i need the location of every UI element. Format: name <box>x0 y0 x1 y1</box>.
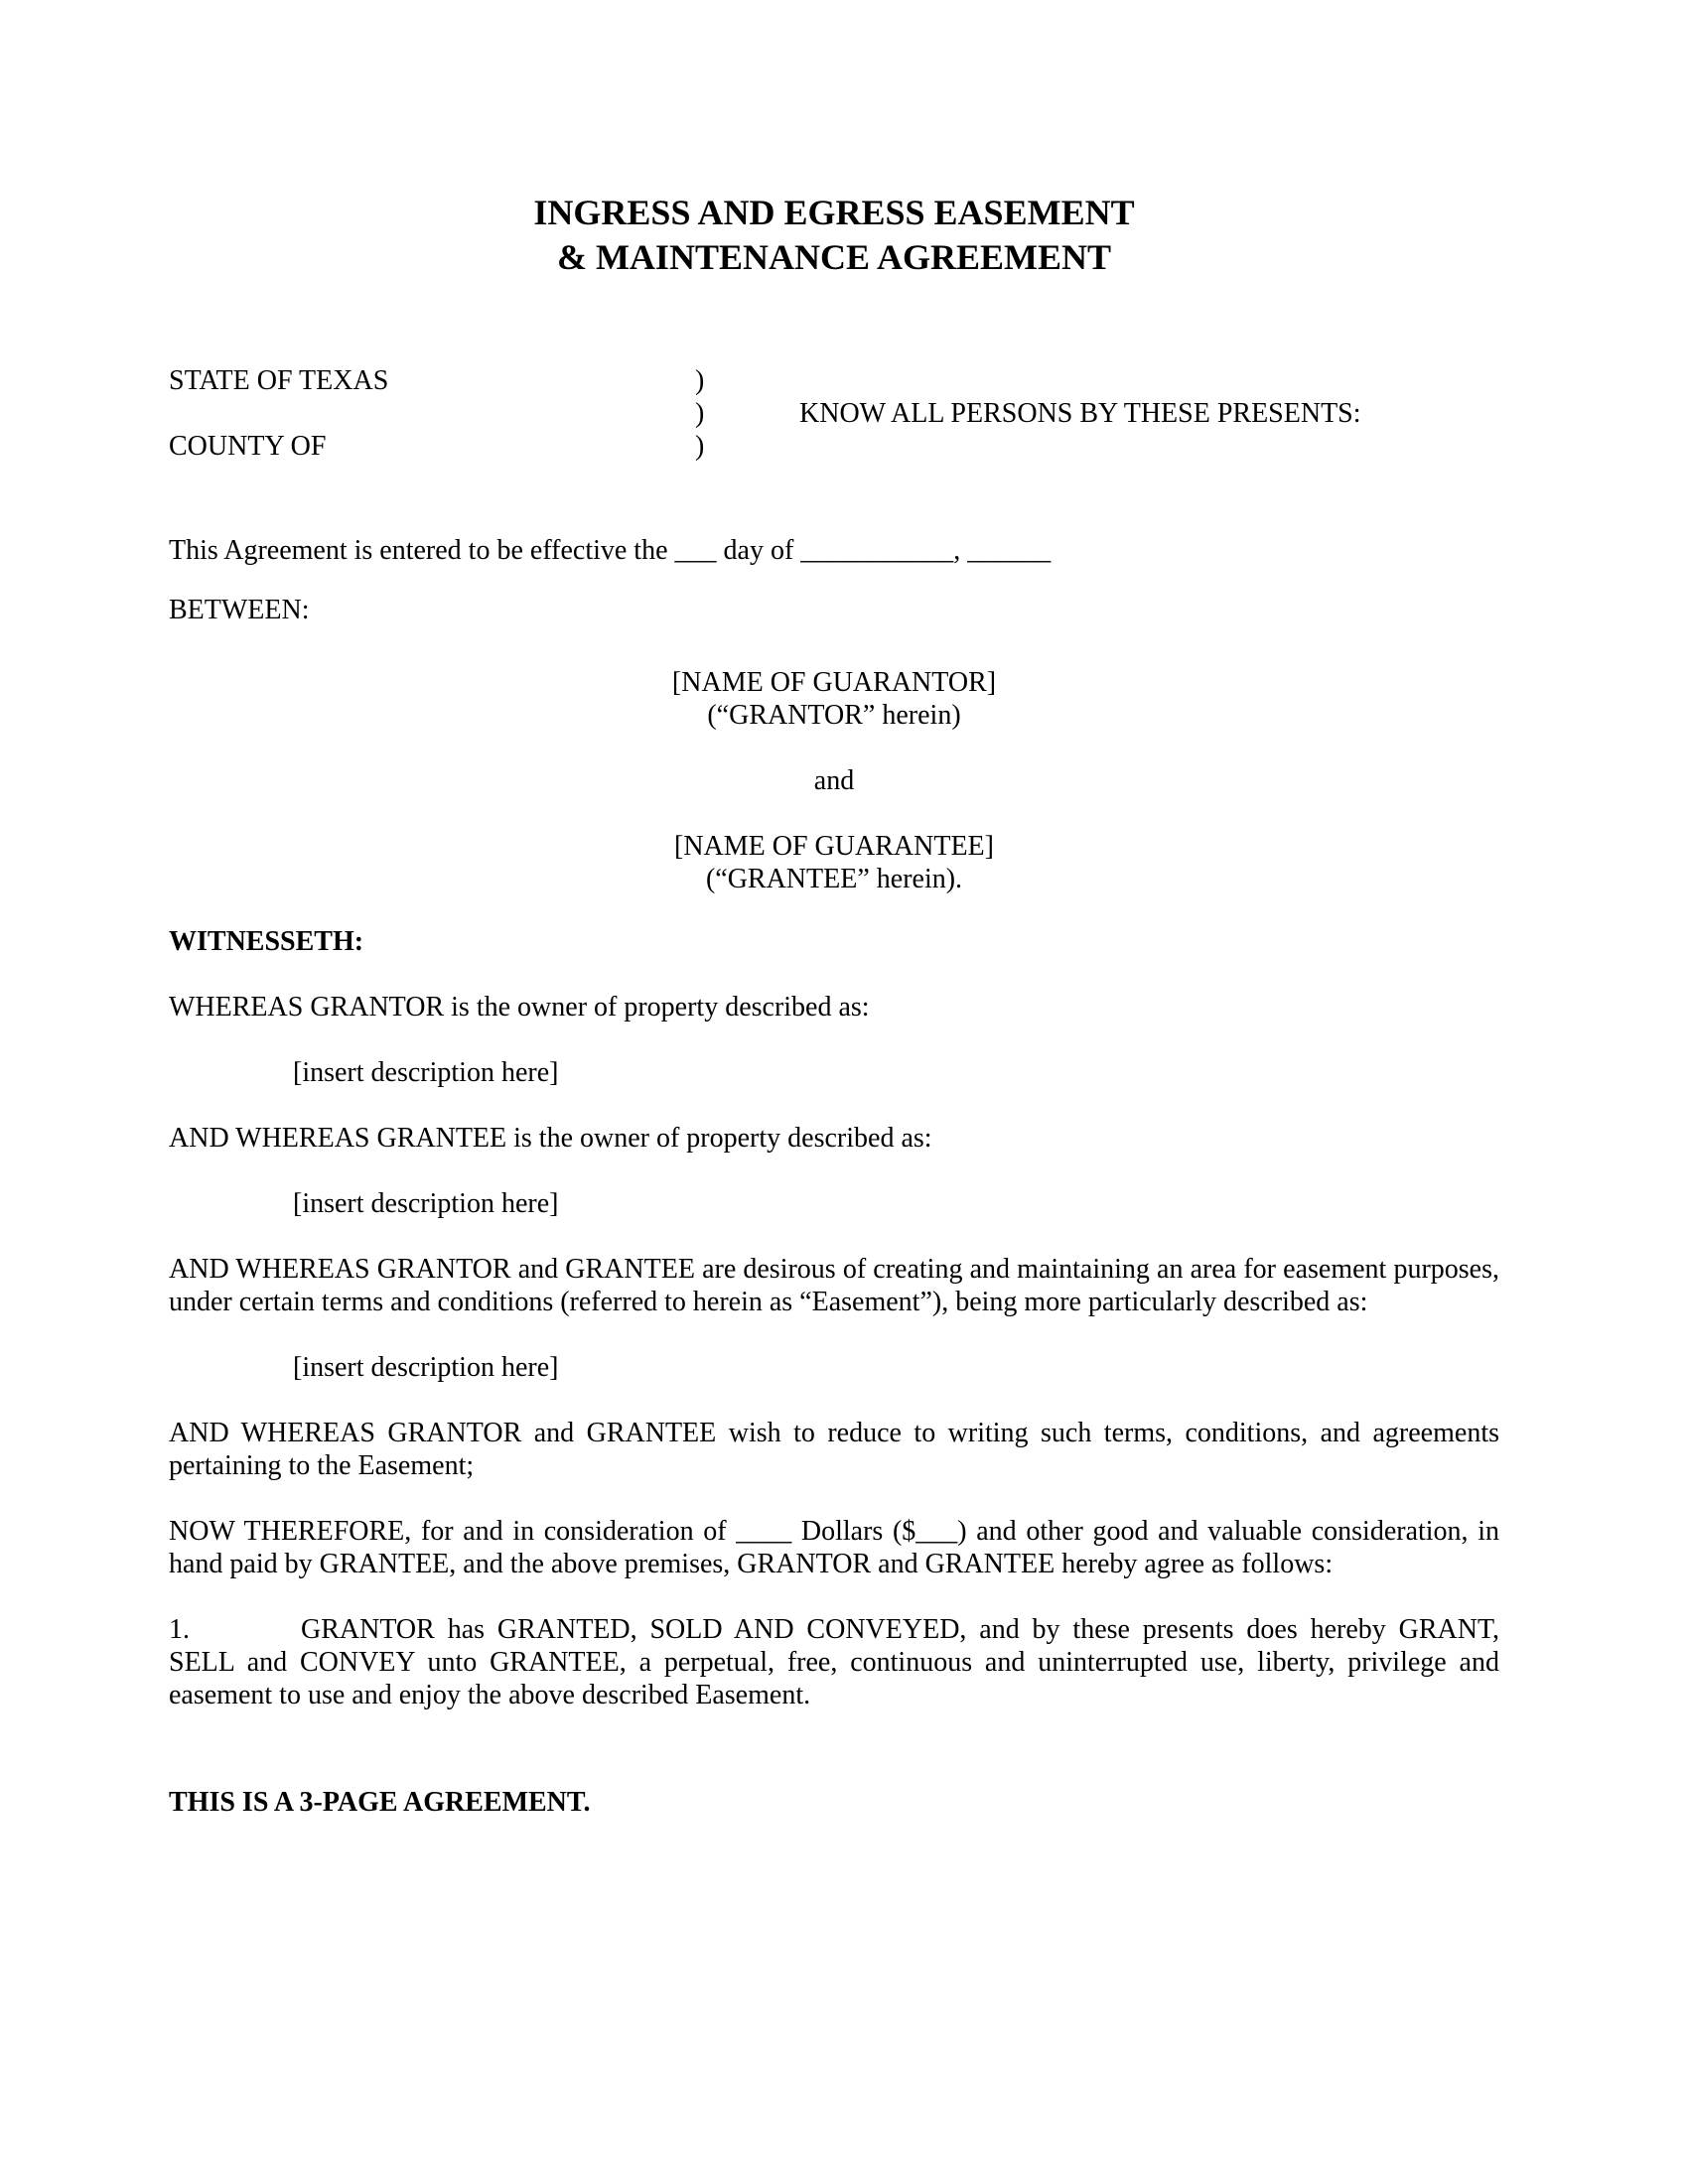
spacer <box>799 430 1499 463</box>
spacer <box>799 364 1499 397</box>
jurisdiction-block <box>169 364 1499 463</box>
grantee-alias: (“GRANTEE” herein). <box>705 864 963 894</box>
effective-date-clause: This Agreement is entered to be effective the ___ day of ___________, ______ <box>169 535 1052 566</box>
insert-description-placeholder: [insert description here] <box>293 1188 559 1219</box>
attestation-text: KNOW ALL PERSONS BY THESE PRESENTS: <box>799 398 1361 429</box>
recital-whereas-grantee: AND WHEREAS GRANTEE is the owner of property described as: <box>169 1123 932 1154</box>
paren-mark: ) <box>695 365 705 396</box>
document-title-line2: & MAINTENANCE AGREEMENT <box>556 237 1112 277</box>
spacer <box>169 397 695 430</box>
county-label: COUNTY OF <box>169 431 327 462</box>
insert-description-placeholder: [insert description here] <box>293 1352 559 1383</box>
recital-whereas-writing: AND WHEREAS GRANTOR and GRANTEE wish to reduce to writing such terms, conditions, and agreements pertaining to the Easement; <box>169 1418 1499 1481</box>
clause-1 <box>169 1613 1499 1711</box>
paren-mark: ) <box>695 398 705 429</box>
state-label: STATE OF TEXAS <box>169 365 389 396</box>
grantor-name: [NAME OF GUARANTOR] <box>671 667 997 698</box>
clause-1-text: GRANTOR has GRANTED, SOLD AND CONVEYED, and by these presents does hereby GRANT, SELL and CONVEY unto GRANTEE, a perpetual, free, continuous and uninterrupted use, liberty, privilege and easement to use and enjoy the above described Easement. <box>169 1614 1499 1710</box>
document-title <box>169 191 1499 280</box>
page-count-note: THIS IS A 3-PAGE AGREEMENT. <box>169 1787 591 1818</box>
insert-description-placeholder: [insert description here] <box>293 1057 559 1088</box>
parties-conjunction: and <box>813 765 855 796</box>
witnesseth-heading: WITNESSETH: <box>169 926 364 957</box>
between-label: BETWEEN: <box>169 595 310 625</box>
now-therefore-clause: NOW THEREFORE, for and in consideration of ____ Dollars ($___) and other good and valuable consideration, in hand paid by GRANTEE, and the above premises, GRANTOR and GRANTEE hereby agree as follows: <box>169 1516 1499 1579</box>
recital-whereas-grantor: WHEREAS GRANTOR is the owner of property described as: <box>169 992 870 1023</box>
recital-whereas-easement: AND WHEREAS GRANTOR and GRANTEE are desirous of creating and maintaining an area for easement purposes, under certain terms and conditions (referred to herein as “Easement”), being more particularly described as: <box>169 1254 1499 1317</box>
grantor-alias: (“GRANTOR” herein) <box>707 700 961 731</box>
parties-block <box>169 666 1499 895</box>
paren-mark: ) <box>695 431 705 462</box>
clause-1-number: 1. <box>169 1614 190 1645</box>
document-title-line1: INGRESS AND EGRESS EASEMENT <box>533 193 1135 232</box>
grantee-name: [NAME OF GUARANTEE] <box>674 831 994 862</box>
